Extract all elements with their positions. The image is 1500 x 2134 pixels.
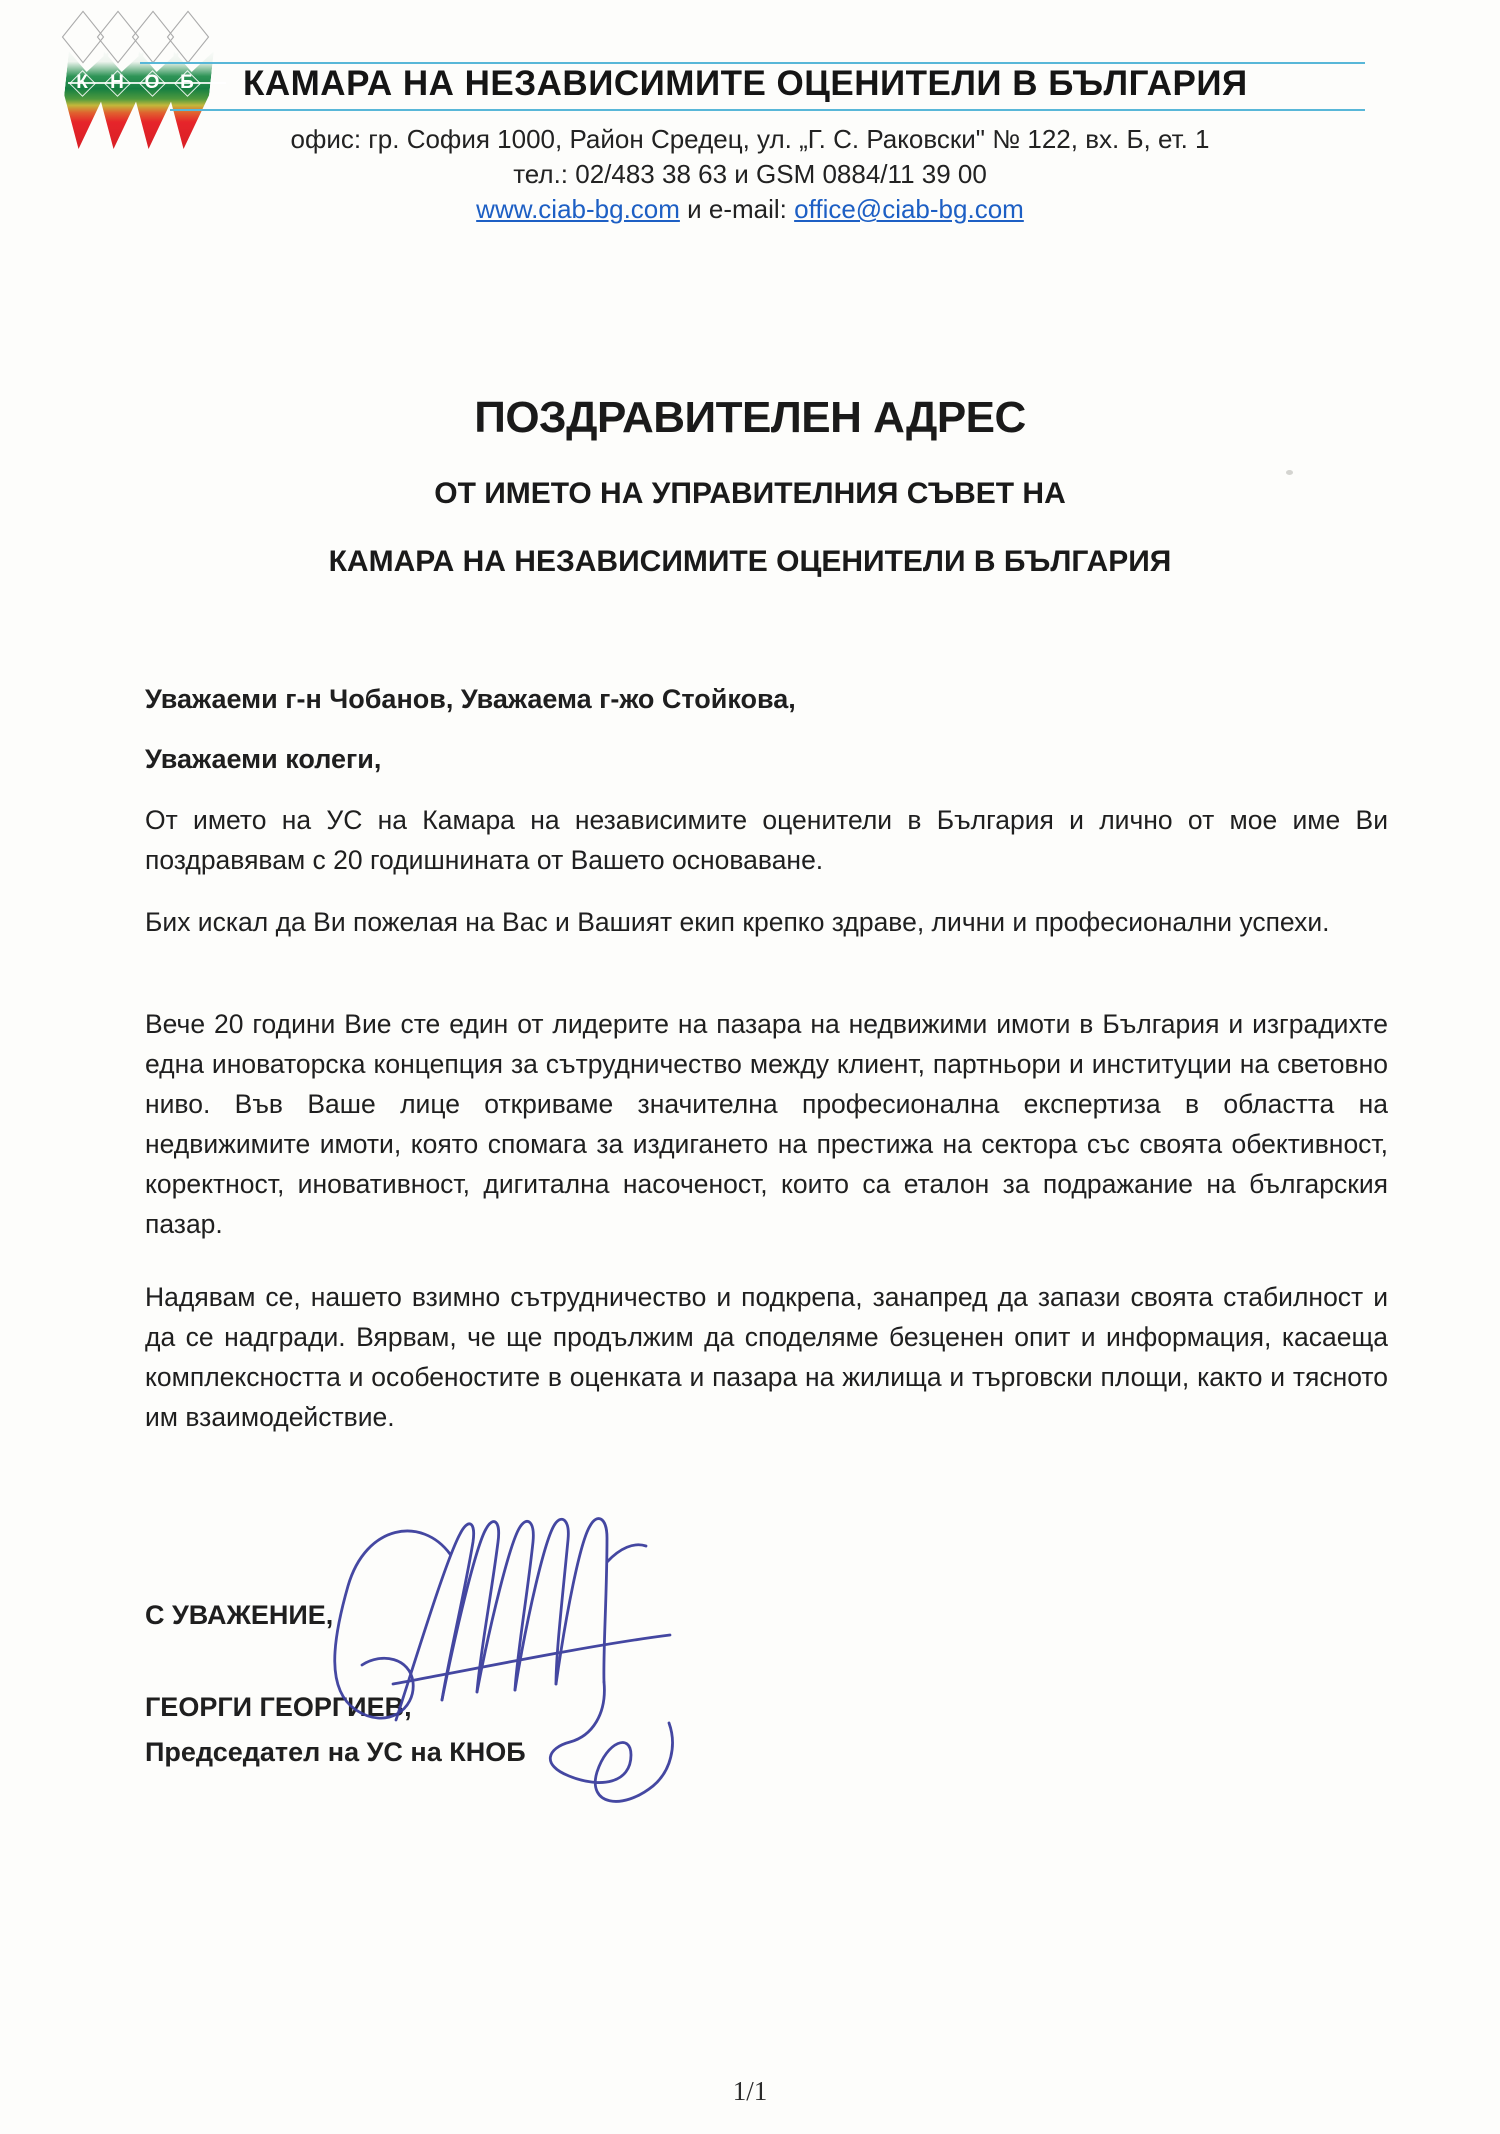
salutation-line-1: Уважаеми г-н Чобанов, Уважаема г-жо Стойкова, — [145, 684, 796, 714]
body-paragraph: Надявам се, нашето взимно сътрудничество и подкрепа, занапред да запази своята стабилност и да се надгради. Вярвам, че ще продължим да споделяме безценен опит и информация, касаеща комплексността и особеностите в оценката и пазара на жилища и търговски площи, както и тясното им взаимодействие. — [145, 1282, 1388, 1432]
header-accent-line-bottom — [170, 109, 1365, 111]
letter-title: ПОЗДРАВИТЕЛЕН АДРЕС — [474, 393, 1026, 442]
phone-line: тел.: 02/483 38 63 и GSM 0884/11 39 00 — [513, 159, 987, 189]
logo-letter: О — [144, 72, 160, 93]
closing-regards: С УВАЖЕНИЕ, — [145, 1600, 334, 1630]
salutation-line-2: Уважаеми колеги, — [145, 744, 382, 774]
body-paragraph: Бих искал да Ви пожелая на Вас и Вашият екип крепко здраве, лични и професионални успехи. — [145, 907, 1330, 937]
logo-diamond-outline-icon — [167, 10, 209, 63]
logo-letter: Н — [110, 72, 124, 93]
logo-letter: Б — [180, 72, 194, 93]
body-paragraph: От името на УС на Камара на независимите оценители в България и лично от мое име Ви поздравявам с 20 годишнината от Вашето основаване. — [145, 805, 1388, 875]
handwritten-signature — [300, 1502, 700, 1817]
page-number: 1/1 — [732, 2076, 768, 2106]
letter-subtitle-2: КАМАРА НА НЕЗАВИСИМИТЕ ОЦЕНИТЕЛИ В БЪЛГАРИЯ — [328, 545, 1172, 578]
web-email-line — [145, 192, 1355, 227]
signer-role: Председател на УС на КНОБ — [145, 1737, 526, 1767]
org-name-heading: КАМАРА НА НЕЗАВИСИМИТЕ ОЦЕНИТЕЛИ В БЪЛГАРИЯ — [243, 64, 1248, 103]
office-address-line: офис: гр. София 1000, Район Средец, ул. „Г. С. Раковски" № 122, вх. Б, ет. 1 — [290, 124, 1210, 154]
email-link[interactable]: office@ciab-bg.com — [794, 194, 1024, 224]
between-links-text: и e-mail: — [679, 194, 795, 224]
scan-artifact — [1286, 470, 1293, 475]
letter-subtitle-1: ОТ ИМЕТО НА УПРАВИТЕЛНИЯ СЪВЕТ НА — [434, 477, 1066, 510]
website-link[interactable]: www.ciab-bg.com — [476, 194, 680, 224]
logo-letter: К — [76, 72, 88, 93]
signer-name: ГЕОРГИ ГЕОРГИЕВ, — [145, 1692, 412, 1722]
body-paragraph: Вече 20 години Вие сте един от лидерите на пазара на недвижими имоти в България и изградихте една иноваторска концепция за сътрудничество между клиент, партньори и институции на световно ниво. Във Ваше лице откриваме значителна професионална експертиза в областта на недвижимите имоти, която спомага за издигането на престижа на сектора със своята обективност, коректност, иновативност, дигитална насоченост, които са еталон за подражание на българския пазар. — [145, 1009, 1388, 1239]
contact-block — [145, 122, 1355, 227]
